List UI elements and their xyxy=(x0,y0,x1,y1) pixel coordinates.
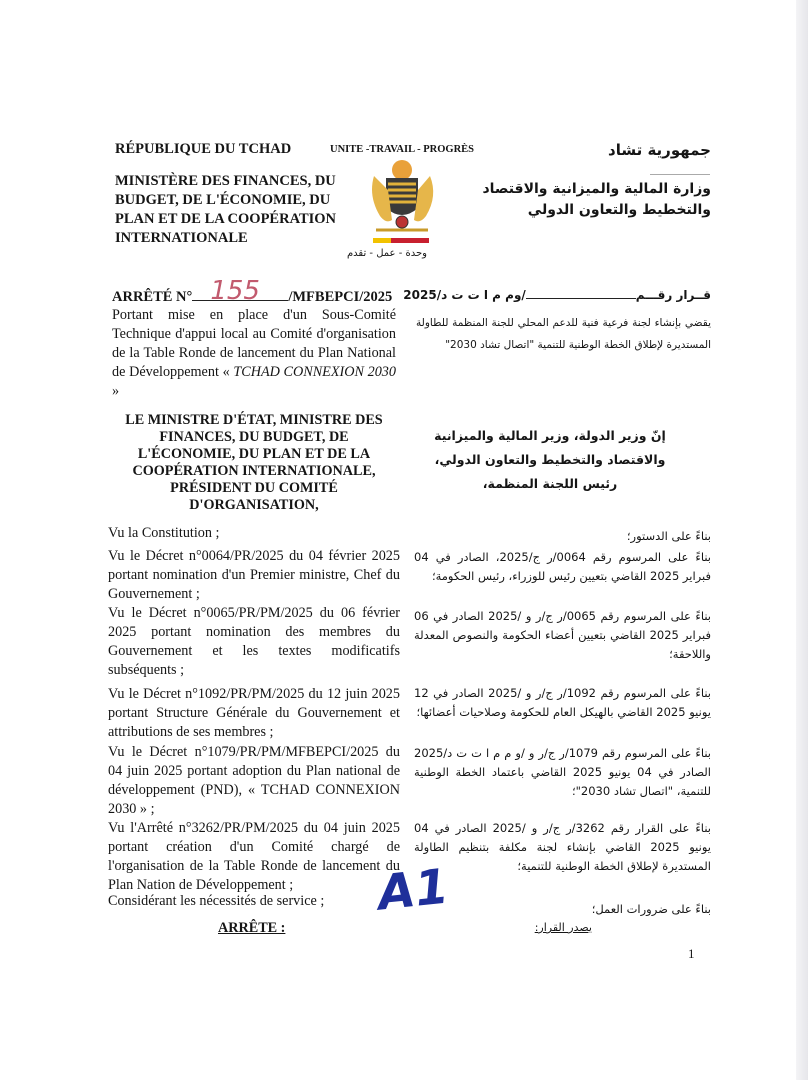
arrete-subject xyxy=(112,306,396,401)
minister-fr-line: FINANCES, DU BUDGET, DE xyxy=(159,429,349,445)
arrete-number: 155 xyxy=(210,276,260,306)
visa-ar: بناءً على المرسوم رقم 1092/ر ج/ر و /2025 الصادر في 12 يونيو 2025 القاضي بالهيكل العام للحكومة وصلاحيات أعضائها؛ xyxy=(414,686,711,719)
ministry-fr-line: INTERNATIONALE xyxy=(115,230,248,246)
visa-ar: بناءً على المرسوم رقم 0065/ر ج/ر و /2025 الصادر في 06 فبراير 2025 القاضي بتعيين أعضاء الحكومة والنصوص المعدلة واللاحقة؛ xyxy=(414,609,711,661)
decides-fr: ARRÊTE : xyxy=(218,920,286,936)
ministry-fr-line: MINISTÈRE DES FINANCES, DU xyxy=(115,173,336,189)
ministry-fr xyxy=(115,172,336,248)
motto-fr: UNITE -TRAVAIL - PROGRÈS xyxy=(330,144,475,155)
considering-ar: بناءً على ضرورات العمل؛ xyxy=(591,902,711,916)
page-number: 1 xyxy=(688,946,695,961)
arrete-suffix: /MFBEPCI/2025 xyxy=(288,289,393,305)
minister-ar-line: والاقتصاد والتخطيط والتعاون الدولي، xyxy=(434,452,666,467)
visa-fr: Vu l'Arrêté n°3262/PR/PM/2025 du 04 juin 2025 portant création d'un Comité chargé de l'organisation de la Table Ronde de lancement du Plan Nation de Développement ; xyxy=(108,820,400,893)
handwritten-initials: A1 xyxy=(375,858,452,922)
arrete-number-ar xyxy=(403,288,711,302)
flag-stripe xyxy=(373,238,429,243)
page-edge xyxy=(796,0,808,1080)
ministry-fr-line: PLAN ET DE LA COOPÉRATION xyxy=(115,211,337,227)
decides-ar: يصدر القرار: xyxy=(534,921,592,934)
visa-ar: بناءً على القرار رقم 3262/ر ج/ر و /2025 الصادر في 04 يونيو 2025 القاضي بإنشاء لجنة مكلفة بتنظيم الطاولة المستديرة لإطلاق الخطة الوطنية للتنمية؛ xyxy=(414,821,711,873)
minister-fr xyxy=(108,412,400,514)
minister-fr-line: PRÉSIDENT DU COMITÉ xyxy=(170,480,338,496)
considering-fr: Considérant les nécessités de service ; xyxy=(108,893,325,909)
arrete-label-ar: قــرار رقـــم xyxy=(635,288,711,302)
subject-italic: TCHAD CONNEXION 2030 xyxy=(233,364,396,380)
ministry-ar-line: والتخطيط والتعاون الدولي xyxy=(527,202,711,218)
arrete-suffix-ar: /وم م ا ت ت د/2025 xyxy=(403,288,526,302)
minister-fr-line: D'ORGANISATION, xyxy=(189,497,319,513)
subject-text: Portant mise en place d'un Sous-Comité Technique d'appui local au Comité d'organisation de la Table Ronde de lancement du Plan National de Développement « xyxy=(112,307,396,380)
arrete-number-line xyxy=(112,276,393,306)
ministry-ar-line: وزارة المالية والميزانية والاقتصاد xyxy=(482,181,711,197)
republic-ar: جمهورية تشاد xyxy=(608,141,711,159)
visa-fr: Vu la Constitution ; xyxy=(108,525,220,541)
arrete-subject-ar: يقضي بإنشاء لجنة فرعية فنية للدعم المحلي للجنة المنظمة للطاولة المستديرة لإطلاق الخطة الوطنية للتنمية "اتصال تشاد 2030" xyxy=(416,317,711,351)
visa-ar: بناءً على المرسوم رقم 0064/ر ج/2025، الصادر في 04 فبراير 2025 القاضي بتعيين رئيس للوزراء، رئيس الحكومة؛ xyxy=(414,550,711,583)
subject-end: » xyxy=(112,383,120,399)
ministry-fr-line: BUDGET, DE L'ÉCONOMIE, DU xyxy=(115,192,331,208)
visa-fr: Vu le Décret n°1079/PR/PM/MFBEPCI/2025 du 04 juin 2025 portant adoption du Plan national de développement (PND), « TCHAD CONNEXION 2030 » ; xyxy=(108,744,400,817)
visa-fr: Vu le Décret n°0065/PR/PM/2025 du 06 février 2025 portant nomination des membres du Gouvernement et les textes modificatifs subséquents ; xyxy=(108,605,400,678)
coat-of-arms-icon xyxy=(368,156,464,242)
minister-fr-line: LE MINISTRE D'ÉTAT, MINISTRE DES xyxy=(125,412,383,428)
minister-ar xyxy=(430,424,670,496)
visa-ar: بناءً على المرسوم رقم 1079/ر ج/ر و /و م م ا ت ت د/2025 الصادر في 04 يونيو 2025 القاضي باعتماد الخطة الوطنية للتنمية، "اتصال تشاد 2030"؛ xyxy=(414,746,711,798)
divider xyxy=(650,174,710,175)
ministry-ar xyxy=(470,179,711,221)
minister-fr-line: COOPÉRATION INTERNATIONALE, xyxy=(132,463,376,479)
motto-ar: وحدة - عمل - تقدم xyxy=(346,248,427,259)
visa-fr: Vu le Décret n°0064/PR/2025 du 04 février 2025 portant nomination d'un Premier ministre, Chef du Gouvernement ; xyxy=(108,548,400,602)
minister-ar-line: رئيس اللجنة المنظمة، xyxy=(482,476,618,491)
minister-fr-line: L'ÉCONOMIE, DU PLAN ET DE LA xyxy=(137,446,371,462)
arrete-label: ARRÊTÉ N° xyxy=(112,289,193,305)
visa-fr: Vu le Décret n°1092/PR/PM/2025 du 12 juin 2025 portant Structure Générale du Gouvernement et attributions de ses membres ; xyxy=(108,686,400,740)
minister-ar-line: إنّ وزير الدولة، وزير المالية والميزانية xyxy=(434,428,666,443)
visa-ar: بناءً على الدستور؛ xyxy=(626,529,711,543)
republic-fr: RÉPUBLIQUE DU TCHAD xyxy=(115,141,292,157)
